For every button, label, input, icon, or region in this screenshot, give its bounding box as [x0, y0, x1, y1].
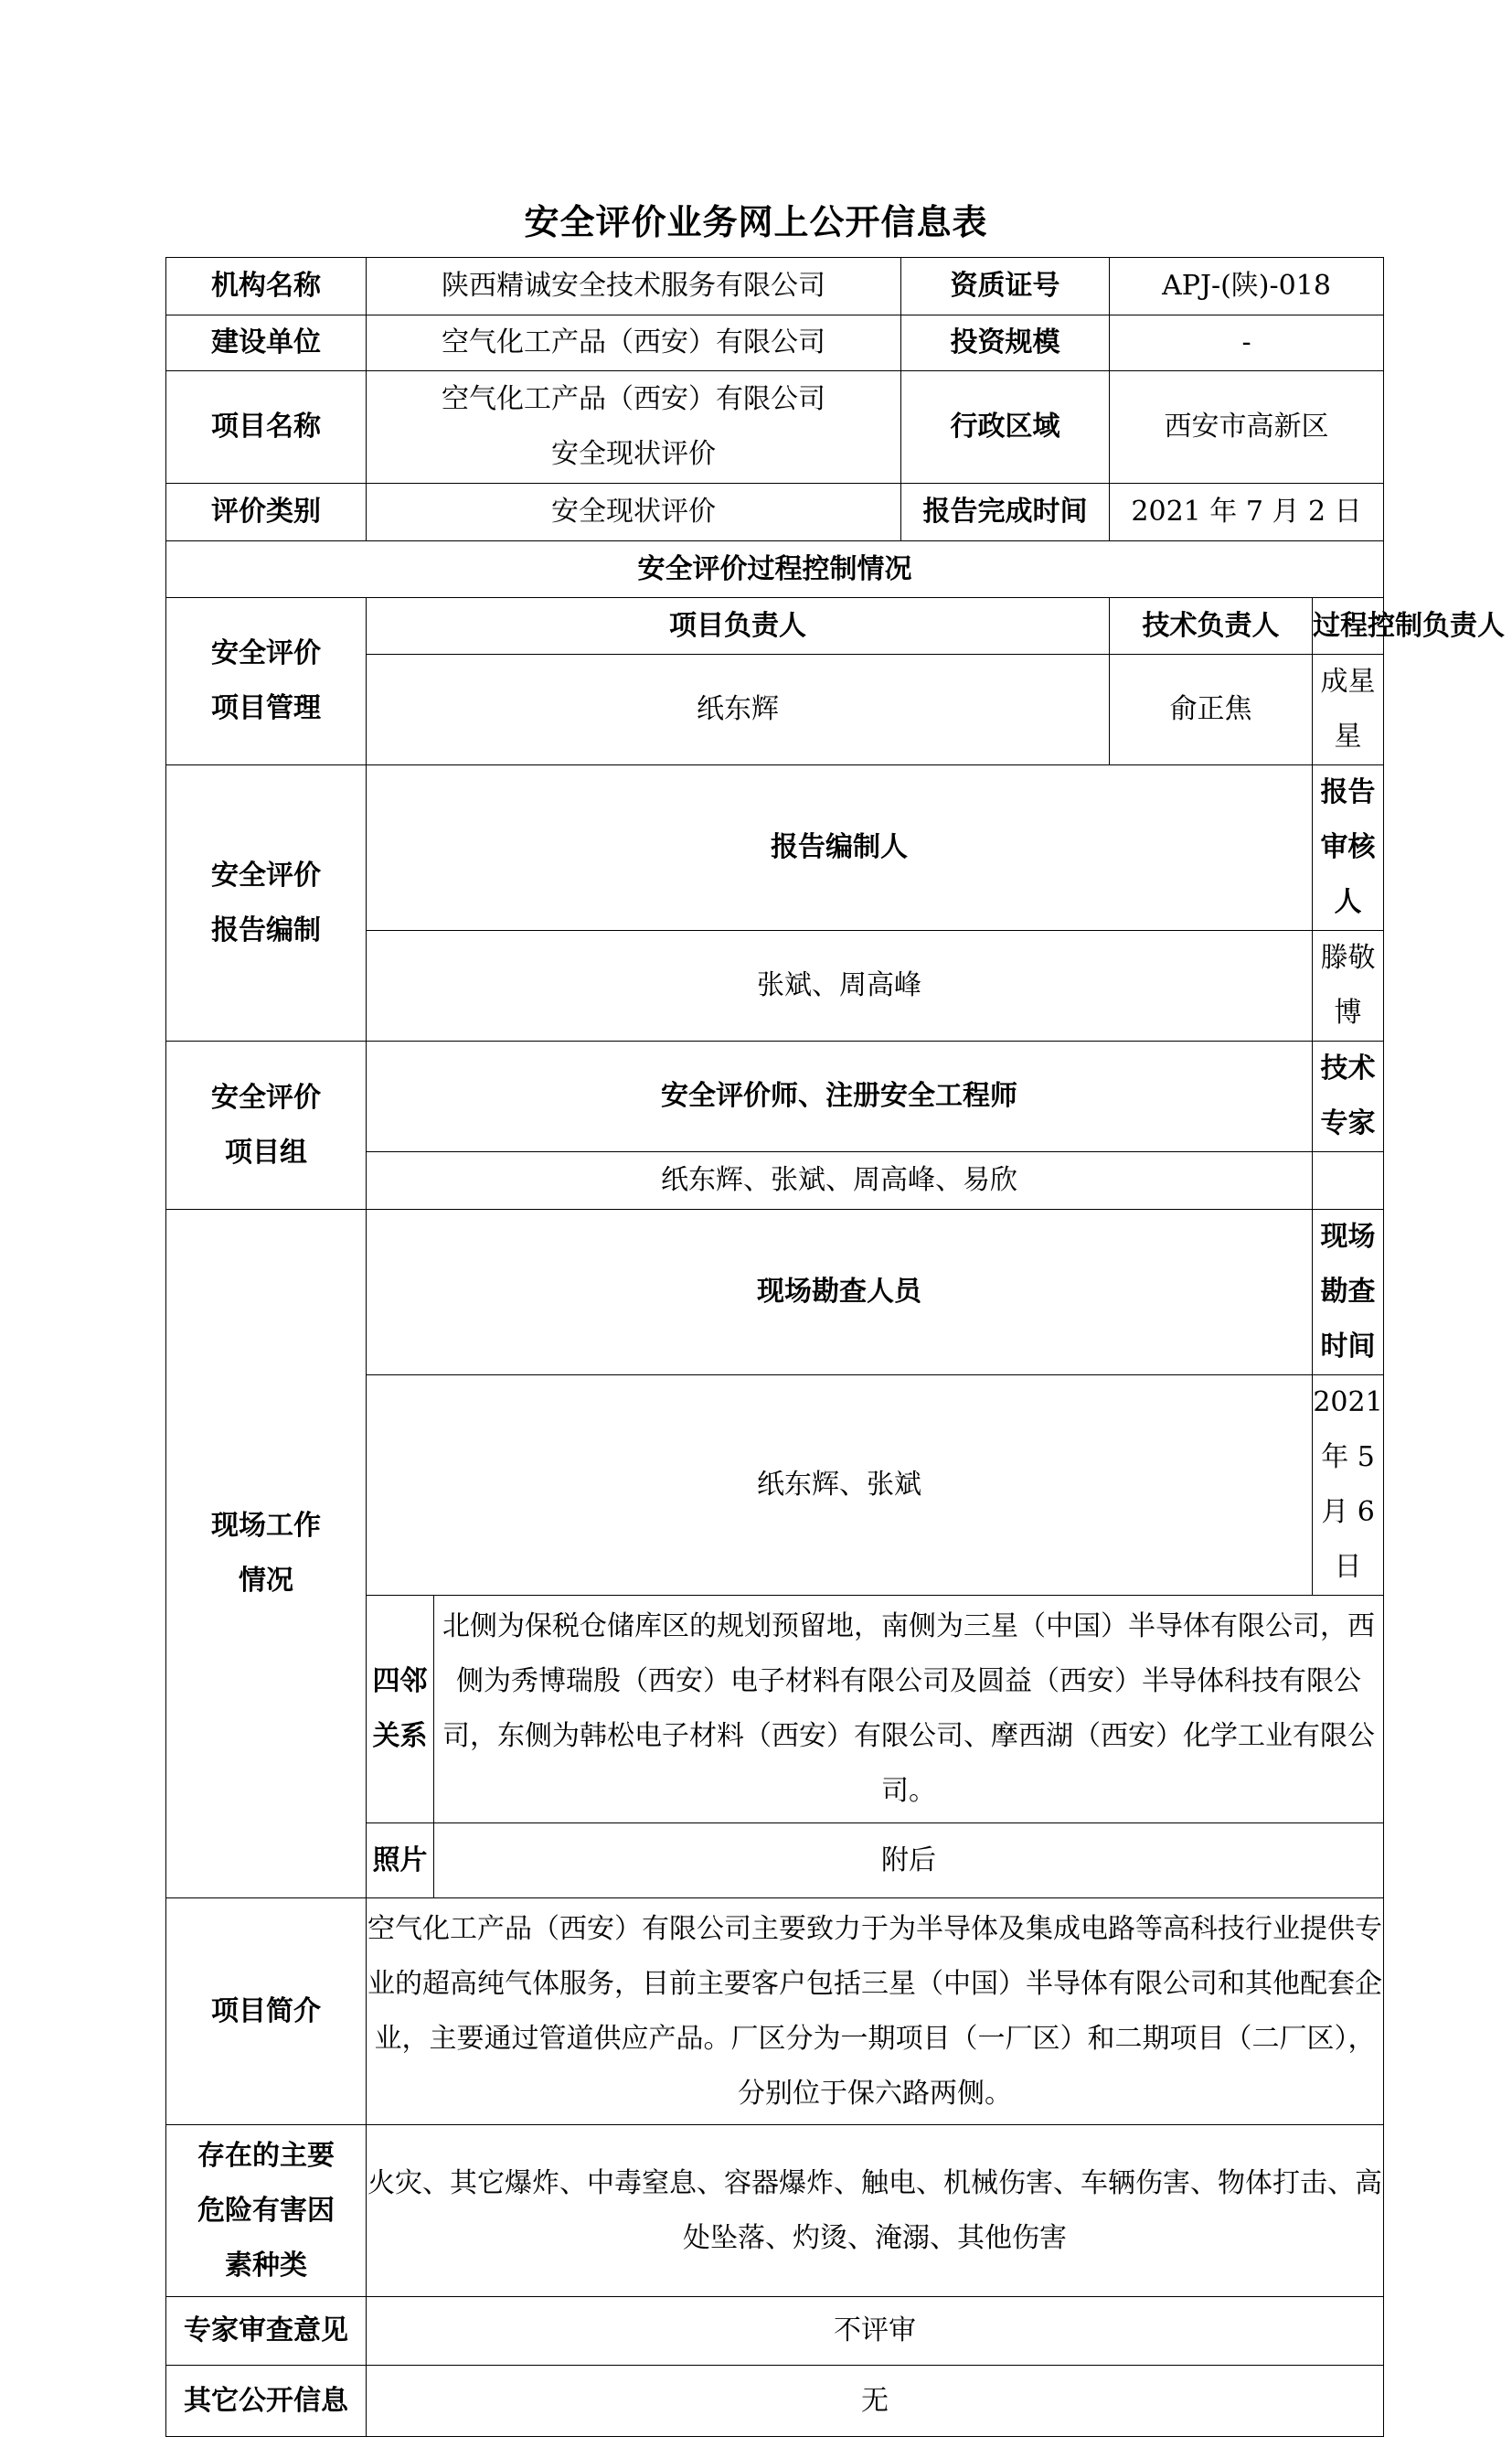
project-value-line2: 安全现状评价 [551, 438, 716, 470]
report-compile-label-line1: 安全评价 [211, 859, 321, 892]
region-label: 行政区域 [901, 371, 1110, 484]
management-label [166, 598, 367, 765]
invest-label: 投资规模 [901, 315, 1110, 371]
team-label-line1: 安全评价 [211, 1081, 321, 1114]
expert-review-row [166, 2297, 1384, 2366]
hazards-text: 火灾、其它爆炸、中毒窒息、容器爆炸、触电、机械伤害、车辆伤害、物体打击、高处坠落、灼烫、淹溺、其他伤害 [367, 2125, 1384, 2297]
members-header: 安全评价师、注册安全工程师 [367, 1042, 1313, 1152]
hazards-label-line1: 存在的主要 [197, 2139, 335, 2172]
members-value: 纸东辉、张斌、周高峰、易欣 [367, 1152, 1313, 1210]
summary-text: 空气化工产品（西安）有限公司主要致力于为半导体及集成电路等高科技行业提供专业的超高纯气体服务，目前主要客户包括三星（中国）半导体有限公司和其他配套企业，主要通过管道供应产品。厂区分为一期项目（一厂区）和二期项目（二厂区），分别位于保六路两侧。 [367, 1898, 1384, 2125]
management-label-line2: 项目管理 [211, 692, 321, 724]
neighbors-text: 北侧为保税仓储库区的规划预留地，南侧为三星（中国）半导体有限公司，西侧为秀博瑞殷（西安）电子材料有限公司及圆益（西安）半导体科技有限公司，东侧为韩松电子材料（西安）有限公司、摩西湖（西安）化学工业有限公司。 [434, 1596, 1384, 1823]
org-label: 机构名称 [166, 258, 367, 315]
management-header-row [166, 598, 1384, 655]
project-row [166, 371, 1384, 484]
builder-value: 空气化工产品（西安）有限公司 [367, 315, 901, 371]
expert-review-value: 不评审 [367, 2297, 1384, 2366]
hazards-row [166, 2125, 1384, 2297]
hazards-label-line2: 危险有害因 [197, 2194, 335, 2227]
site-work-label [166, 1210, 367, 1898]
eval-type-value: 安全现状评价 [367, 484, 901, 541]
team-label-line2: 项目组 [225, 1136, 307, 1169]
process-section-row [166, 541, 1384, 598]
report-time-value: 2021 年 7 月 2 日 [1110, 484, 1384, 541]
report-time-label: 报告完成时间 [901, 484, 1110, 541]
eval-type-row [166, 484, 1384, 541]
expert-review-label: 专家审查意见 [166, 2297, 367, 2366]
site-header-row [166, 1210, 1384, 1375]
other-info-row [166, 2366, 1384, 2437]
info-table [165, 257, 1505, 2437]
process-header-text: 过程控制负责人 [1313, 609, 1505, 642]
hazards-label [166, 2125, 367, 2297]
expert-header: 技术专家 [1313, 1042, 1384, 1152]
surveyors-value: 纸东辉、张斌 [367, 1375, 1313, 1596]
builder-row [166, 315, 1384, 371]
eval-type-label: 评价类别 [166, 484, 367, 541]
expert-value [1313, 1152, 1384, 1210]
management-label-line1: 安全评价 [211, 637, 321, 669]
photo-value: 附后 [434, 1823, 1384, 1898]
neighbors-label-line2: 关系 [372, 1720, 428, 1752]
survey-time-header: 现场勘查时间 [1313, 1210, 1384, 1375]
report-compile-label-line2: 报告编制 [211, 914, 321, 946]
project-value [367, 371, 901, 484]
cert-label: 资质证号 [901, 258, 1110, 315]
tech-header: 技术负责人 [1110, 598, 1313, 655]
org-row [166, 258, 1384, 315]
neighbors-label-line1: 四邻 [372, 1665, 428, 1697]
survey-time-value: 2021 年 5 月 6 日 [1313, 1375, 1384, 1596]
project-value-line1: 空气化工产品（西安）有限公司 [442, 383, 825, 415]
builder-label: 建设单位 [166, 315, 367, 371]
report-compile-header-row [166, 765, 1384, 931]
process-header [1313, 598, 1505, 655]
neighbors-label [367, 1596, 434, 1823]
reviewer-value: 滕敬博 [1313, 931, 1384, 1042]
compiler-value: 张斌、周高峰 [367, 931, 1313, 1042]
process-section-title: 安全评价过程控制情况 [166, 541, 1384, 598]
team-label [166, 1042, 367, 1210]
project-label: 项目名称 [166, 371, 367, 484]
leader-header: 项目负责人 [367, 598, 1110, 655]
region-value: 西安市高新区 [1110, 371, 1384, 484]
hazards-label-line3: 素种类 [225, 2249, 307, 2282]
compiler-header: 报告编制人 [367, 765, 1313, 931]
invest-value: - [1110, 315, 1384, 371]
site-work-label-line1: 现场工作 [211, 1510, 321, 1542]
tech-value: 俞正焦 [1110, 655, 1313, 765]
page-title: 安全评价业务网上公开信息表 [524, 202, 988, 242]
surveyors-header: 现场勘查人员 [367, 1210, 1313, 1375]
summary-row [166, 1898, 1384, 2125]
other-info-label: 其它公开信息 [166, 2366, 367, 2437]
photo-label: 照片 [367, 1823, 434, 1898]
org-value: 陕西精诚安全技术服务有限公司 [367, 258, 901, 315]
leader-value: 纸东辉 [367, 655, 1110, 765]
team-header-row [166, 1042, 1384, 1152]
reviewer-header: 报告审核人 [1313, 765, 1384, 931]
site-work-label-line2: 情况 [239, 1565, 293, 1597]
summary-label: 项目简介 [166, 1898, 367, 2125]
other-info-value: 无 [367, 2366, 1384, 2437]
process-value: 成星星 [1313, 655, 1384, 765]
cert-value: APJ-(陕)-018 [1110, 258, 1384, 315]
report-compile-label [166, 765, 367, 1042]
